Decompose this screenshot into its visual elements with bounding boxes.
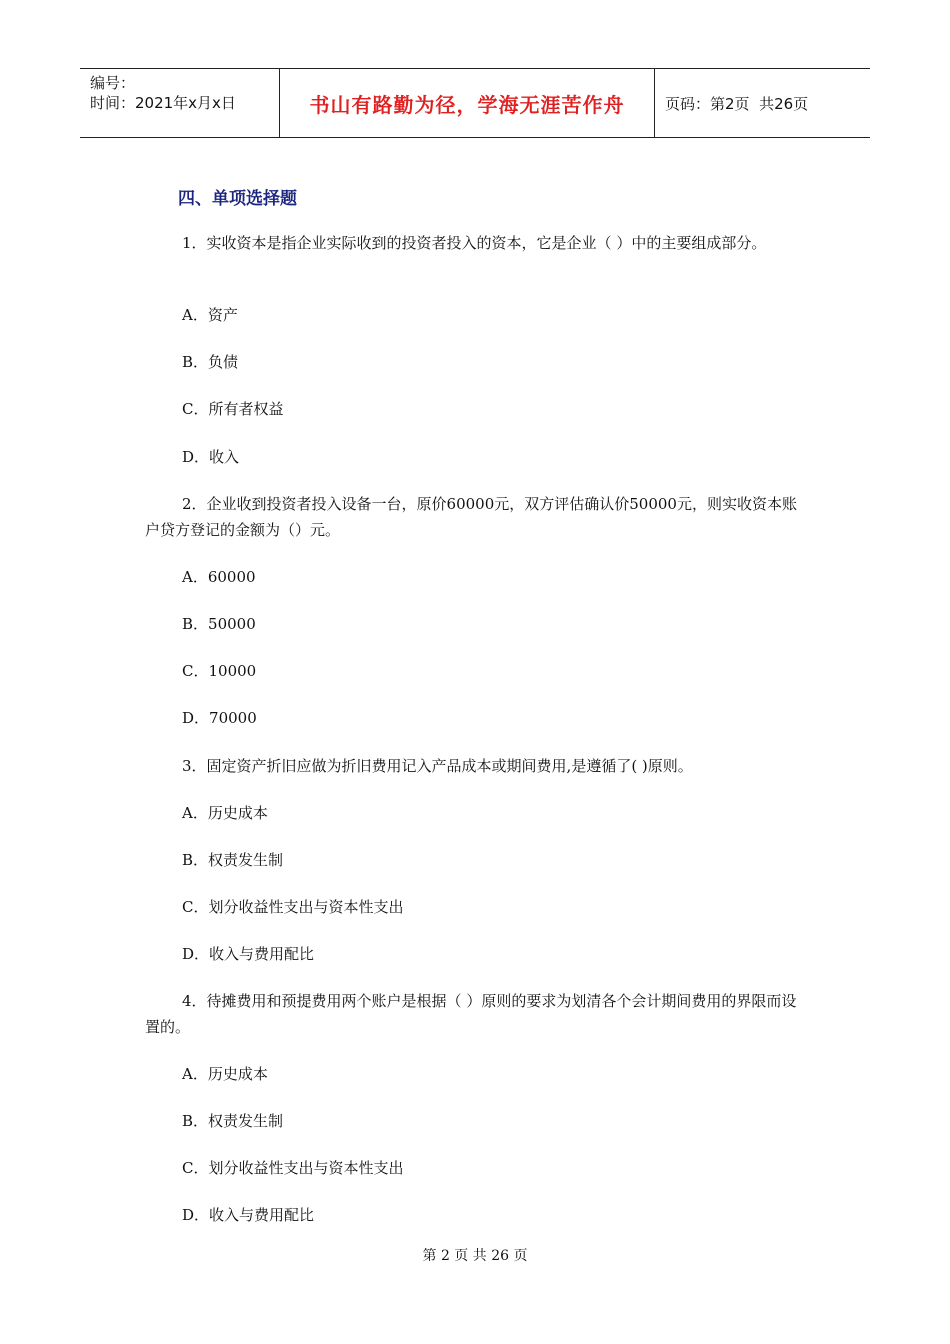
option-4d: D．收入与费用配比 [182,1206,315,1224]
page-header [80,68,870,138]
option-2c: C．10000 [182,662,257,680]
question-stem-3: 3．固定资产折旧应做为折旧费用记入产品成本或期间费用,是遵循了( )原则。 [182,757,693,775]
option-2d: D．70000 [182,709,257,727]
number-label: 编号： [90,74,136,92]
option-3c: C．划分收益性支出与资本性支出 [182,898,404,916]
section-title: 四、单项选择题 [178,189,297,209]
motto-text: 书山有路勤为径，学海无涯苦作舟 [309,92,625,117]
time-label: 时间：2021年x月x日 [90,94,236,112]
option-1a: A．资产 [182,306,238,324]
question-stem-4: 4．待摊费用和预提费用两个账户是根据（ ）原则的要求为划清各个会计期间费用的界限而设置的。 [145,992,797,1036]
option-2a: A．60000 [182,568,256,586]
option-4a: A．历史成本 [182,1065,268,1083]
option-2b: B．50000 [182,615,256,633]
header-motto [280,69,655,137]
option-4c: C．划分收益性支出与资本性支出 [182,1159,404,1177]
header-page-info [655,69,870,137]
option-3a: A．历史成本 [182,804,268,822]
header-meta [80,69,280,137]
option-3d: D．收入与费用配比 [182,945,315,963]
page-footer: 第 2 页 共 26 页 [422,1248,528,1264]
option-1d: D．收入 [182,448,240,466]
option-1c: C．所有者权益 [182,400,284,418]
page-info-text: 页码：第2页 共26页 [665,94,809,113]
option-1b: B．负债 [182,353,239,371]
question-stem-1: 1．实收资本是指企业实际收到的投资者投入的资本，它是企业（ ）中的主要组成部分。 [182,234,767,252]
option-4b: B．权责发生制 [182,1112,284,1130]
option-3b: B．权责发生制 [182,851,284,869]
question-stem-2: 2．企业收到投资者投入设备一台，原价60000元，双方评估确认价50000元，则实收资本账户贷方登记的金额为（）元。 [145,495,797,539]
